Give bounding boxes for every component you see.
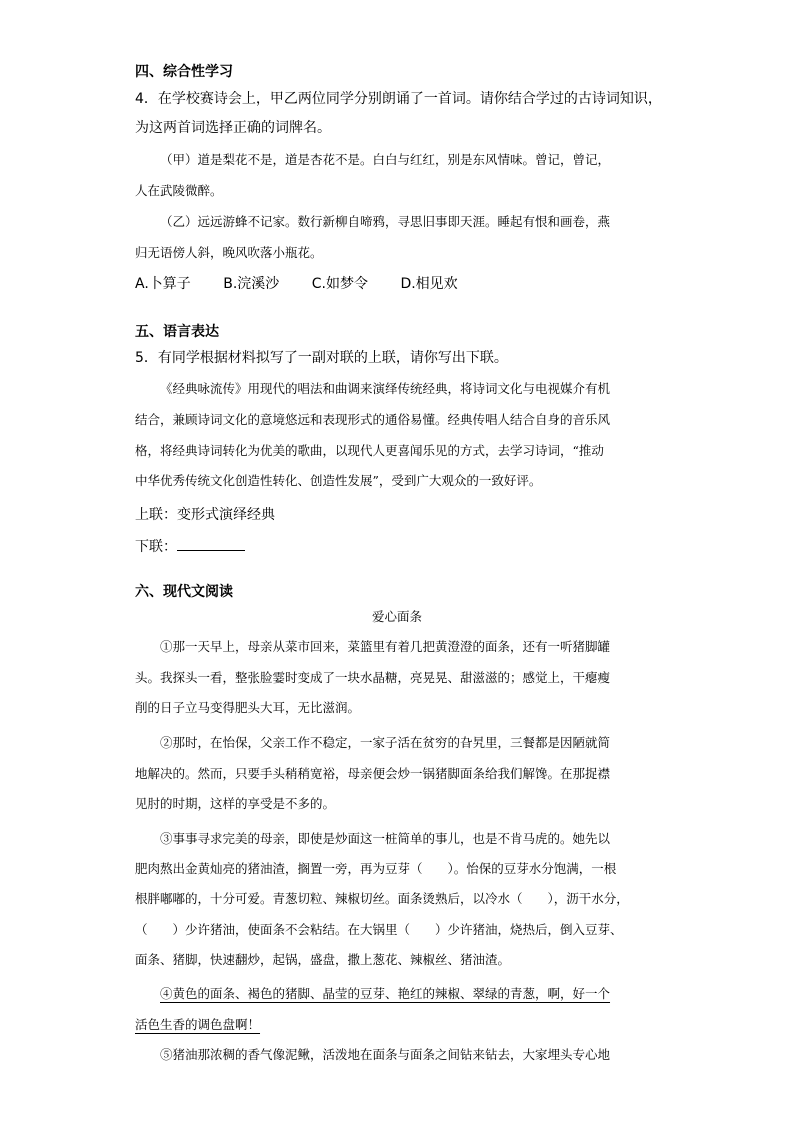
option-d[interactable]: D.相见欢 (400, 276, 458, 292)
lower-couplet (135, 536, 245, 557)
section-heading-5: 五、语言表达 (135, 324, 219, 340)
poem-b-line-2: 归无语傍人斜，晚风吹落小瓶花。 (135, 245, 323, 260)
paragraph-3-line-4: （ ）少许猪油，使面条不会粘结。在大锅里（ ）少许猪油，烧热后，倒入豆芽、 (135, 922, 623, 937)
lower-couplet-answer-blank[interactable] (177, 536, 245, 551)
paragraph-3-line-5: 面条、猪脚，快速翻炒，起锅，盛盘，撒上葱花、辣椒丝、猪油渣。 (135, 952, 511, 967)
paragraph-4-line-1: ④黄色的面条、褐色的猪脚、晶莹的豆芽、艳红的辣椒、翠绿的青葱，啊，好一个 (160, 986, 611, 1001)
lower-couplet-label: 下联： (135, 539, 177, 555)
section-heading-4: 四、综合性学习 (135, 64, 233, 80)
paragraph-3-line-2: 肥肉熬出金黄灿亮的猪油渣，搁置一旁，再为豆芽（ ）。怡保的豆芽水分饱满，一根 (135, 861, 617, 876)
paragraph-1-line-3: 削的日子立马变得肥头大耳，无比滋润。 (135, 700, 361, 715)
material-line-1: 《经典咏流传》用现代的唱法和曲调来演绎传统经典，将诗词文化与电视媒介有机 (160, 381, 611, 396)
paragraph-2-line-1: ②那时，在怡保，父亲工作不稳定，一家子活在贫穷的旮旯里，三餐都是因陋就简 (160, 735, 611, 750)
upper-couplet: 上联：变形式演绎经典 (135, 507, 275, 523)
article-title: 爱心面条 (371, 609, 422, 624)
paragraph-1-line-1: ①那一天早上，母亲从菜市回来，菜篮里有着几把黄澄澄的面条，还有一听猪脚罐 (160, 639, 611, 654)
poem-b-line-1: （乙）远远游蜂不记家。数行新柳自啼鸦，寻思旧事即天涯。睡起有恨和画卷，燕 (160, 214, 611, 229)
material-line-4: 中华优秀传统文化创造性转化、创造性发展”，受到广大观众的一致好评。 (135, 473, 542, 488)
paragraph-2-line-3: 见肘的时期，这样的享受是不多的。 (135, 796, 336, 811)
question-4-line-1: 4．在学校赛诗会上，甲乙两位同学分别朗诵了一首词。请你结合学过的古诗词知识， (135, 91, 662, 107)
paragraph-5-line-1: ⑤猪油那浓稠的香气像泥鳅，活泼地在面条与面条之间钻来钻去，大家埋头专心地 (160, 1047, 611, 1062)
question-5: 5．有同学根据材料拟写了一副对联的上联，请你写出下联。 (135, 350, 508, 366)
paragraph-1-line-2: 头。我探头一看，整张脸霎时变成了一块水晶糖，亮晃晃、甜滋滋的；感觉上，干瘪瘦 (135, 670, 611, 685)
paragraph-4-line-2: 活色生香的调色盘啊！ (135, 1017, 261, 1032)
option-c[interactable]: C.如梦令 (311, 276, 368, 292)
paragraph-3-line-1: ③事事寻求完美的母亲，即使是炒面这一桩简单的事儿，也是不肯马虎的。她先以 (160, 831, 611, 846)
paragraph-2-line-2: 地解决的。然而，只要手头稍稍宽裕，母亲便会炒一锅猪脚面条给我们解馋。在那捉襟 (135, 766, 611, 781)
question-4-line-2: 为这两首词选择正确的词牌名。 (135, 120, 331, 136)
option-b[interactable]: B.浣溪沙 (223, 276, 280, 292)
answer-options (135, 274, 486, 294)
section-heading-6: 六、现代文阅读 (135, 584, 233, 600)
poem-a-line-2: 人在武陵微醉。 (135, 183, 223, 198)
option-a[interactable]: A.卜算子 (135, 276, 191, 292)
poem-a-line-1: （甲）道是梨花不是，道是杏花不是。白白与红红，别是东风情味。曾记，曾记， (160, 152, 611, 167)
material-line-3: 格，将经典诗词转化为优美的歌曲，以现代人更喜闻乐见的方式，去学习诗词，“推动 (135, 443, 604, 458)
material-line-2: 结合，兼顾诗词文化的意境悠远和表现形式的通俗易懂。经典传唱人结合自身的音乐风 (135, 412, 611, 427)
paragraph-3-line-3: 根胖嘟嘟的，十分可爱。青葱切粒、辣椒切丝。面条烫熟后，以冷水（ ），沥干水分， (135, 891, 629, 906)
